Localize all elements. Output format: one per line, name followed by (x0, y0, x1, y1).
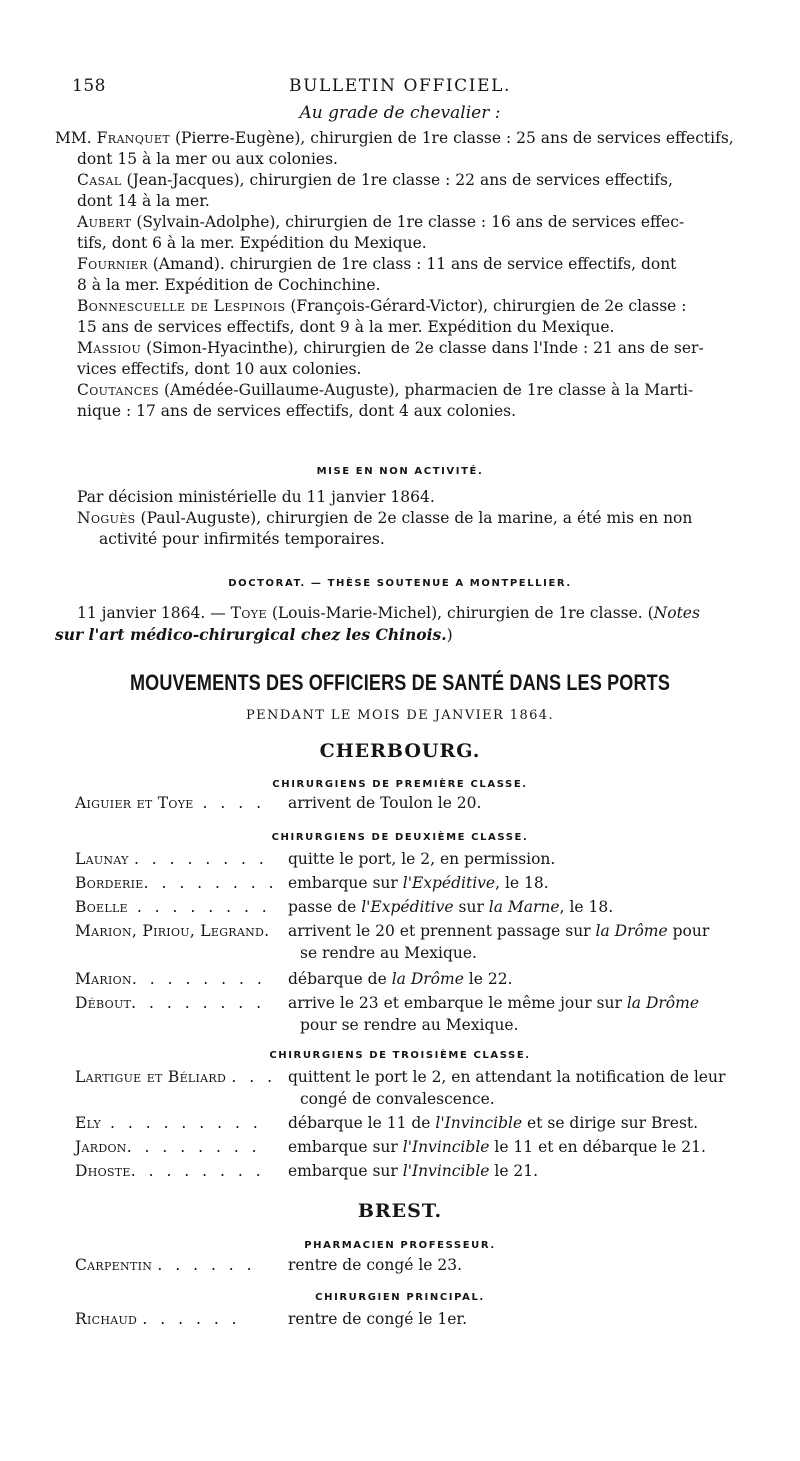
entry-continuation: 15 ans de services effectifs, dont 9 à la mer. Expédition du Mexique. (77, 318, 615, 336)
entry-lead: MM. (55, 129, 92, 147)
officer-names: Launay . . . . . . . . (75, 850, 268, 868)
port-heading-cherbourg: CHERBOURG. (319, 740, 481, 762)
chevalier-entry (55, 170, 760, 191)
entry-line: (Paul-Auguste), chirurgien de 2e classe de la marine, a été mis en non (135, 509, 693, 527)
movement-text: débarque de la Drôme le 22. (288, 970, 513, 988)
movement-text: embarque sur l'Invincible le 11 et en débarque le 21. (288, 1138, 706, 1156)
non-activite-entry (55, 508, 760, 529)
officer-names: Boelle . . . . . . . . (75, 898, 271, 916)
movement-text: quitte le port, le 2, en permission. (288, 850, 556, 868)
entry-continuation: nique : 17 ans de services effectifs, dont 4 aux colonies. (77, 402, 516, 420)
port-heading-brest: BREST. (357, 1200, 443, 1222)
entry-name: Fournier (77, 255, 148, 273)
officer-names: Dhoste. . . . . . . . (75, 1162, 265, 1180)
doctorat-rest: (Louis-Marie-Michel), chirurgien de 1re classe. ( (266, 604, 654, 622)
movement-text: rentre de congé le 1er. (288, 1310, 468, 1328)
chevalier-entry (55, 212, 760, 233)
movement-text: embarque sur l'Expéditive, le 18. (288, 874, 549, 892)
journal-title: BULLETIN OFFICIEL. (288, 76, 511, 96)
non-activite-continuation: activité pour infirmités temporaires. (99, 530, 385, 548)
movement-text: arrivent de Toulon le 20. (288, 794, 482, 812)
officer-names: Lartigue et Béliard . . . (75, 1068, 277, 1086)
chevalier-list (55, 128, 760, 422)
entry-name: Franquet (96, 129, 171, 147)
rank-heading: CHIRURGIENS DE TROISIÈME CLASSE. (269, 1050, 531, 1061)
chevalier-entry (55, 254, 760, 275)
thesis-title: Notes (653, 604, 700, 622)
doctorat-close: ) (446, 626, 453, 644)
officer-names: Richaud . . . . . . (75, 1310, 241, 1328)
officer-names: Marion. . . . . . . . (75, 970, 266, 988)
entry-line1: (Simon-Hyacinthe), chirurgien de 2e classe dans l'Inde : 21 ans de ser- (141, 339, 704, 357)
officer-names: Borderie. . . . . . . . (75, 874, 278, 892)
page-number: 158 (72, 76, 106, 96)
officer-names: Débout. . . . . . . . (75, 994, 266, 1012)
doctorat-block (55, 603, 760, 646)
entry-line1: (Amand). chirurgien de 1re class : 11 ans de service effectifs, dont (147, 255, 677, 273)
mouvements-title: MOUVEMENTS DES OFFICIERS DE SANTÉ DANS LES PORTS (129, 670, 671, 695)
entry-line1: (Amédée-Guillaume-Auguste), pharmacien de 1re classe à la Marti- (159, 381, 694, 399)
thesis-title: sur l'art médico-chirurgical chez les Chinois. (55, 625, 447, 644)
movement-continuation: congé de convalescence. (300, 1090, 495, 1108)
entry-name: Coutances (77, 381, 160, 399)
movement-text: débarque le 11 de l'Invincible et se dirige sur Brest. (288, 1114, 699, 1132)
mouvements-period: PENDANT LE MOIS DE JANVIER 1864. (246, 708, 554, 723)
officer-names: Aiguier et Toye . . . . (75, 794, 266, 812)
entry-name: Bonnescuelle de Lespinois (77, 297, 286, 315)
officer-names: Jardon. . . . . . . . (75, 1138, 261, 1156)
chevalier-heading: Au grade de chevalier : (299, 103, 501, 123)
chevalier-entry (55, 296, 760, 317)
entry-continuation: dont 15 à la mer ou aux colonies. (77, 150, 338, 168)
entry-continuation: tifs, dont 6 à la mer. Expédition du Mexique. (77, 234, 427, 252)
entry-continuation: vices effectifs, dont 10 aux colonies. (77, 360, 362, 378)
doctorat-date: 11 janvier 1864. — (77, 604, 231, 622)
entry-line1: (Pierre-Eugène), chirurgien de 1re classe : 25 ans de services effectifs, (170, 129, 734, 147)
entry-name: Massiou (77, 339, 142, 357)
entry-continuation: dont 14 à la mer. (77, 192, 210, 210)
entry-name: Toye (230, 604, 267, 622)
non-activite-line: Par décision ministérielle du 11 janvier 1864. (77, 488, 435, 506)
non-activite-heading: MISE EN NON ACTIVITÉ. (316, 466, 484, 477)
entry-name: Aubert (77, 213, 132, 231)
entry-name: Casal (77, 171, 122, 189)
movement-text: embarque sur l'Invincible le 21. (288, 1162, 539, 1180)
rank-heading: CHIRURGIENS DE PREMIÈRE CLASSE. (272, 779, 528, 790)
movement-text: rentre de congé le 23. (288, 1256, 463, 1274)
entry-continuation: 8 à la mer. Expédition de Cochinchine. (77, 276, 381, 294)
chevalier-entry (55, 128, 760, 149)
movement-continuation: pour se rendre au Mexique. (300, 1016, 519, 1034)
entry-line1: (Sylvain-Adolphe), chirurgien de 1re classe : 16 ans de services effec- (131, 213, 685, 231)
movement-text: arrivent le 20 et prennent passage sur la Drôme pour (288, 922, 710, 940)
officer-names: Marion, Piriou, Legrand. (75, 922, 274, 940)
entry-line1: (Jean-Jacques), chirurgien de 1re classe : 22 ans de services effectifs, (121, 171, 673, 189)
chevalier-entry (55, 380, 760, 401)
doctorat-heading: DOCTORAT. — THÈSE SOUTENUE A MONTPELLIER. (228, 578, 572, 589)
movement-text: quittent le port le 2, en attendant la notification de leur (288, 1068, 726, 1086)
movement-text: passe de l'Expéditive sur la Marne, le 18. (288, 898, 614, 916)
officer-names: Ely . . . . . . . . . (75, 1114, 262, 1132)
movement-continuation: se rendre au Mexique. (300, 944, 477, 962)
rank-heading: PHARMACIEN PROFESSEUR. (304, 1240, 496, 1251)
rank-heading: CHIRURGIENS DE DEUXIÈME CLASSE. (271, 832, 529, 843)
doctorat-continuation (55, 624, 760, 646)
movement-text: arrive le 23 et embarque le même jour sur la Drôme (288, 994, 699, 1012)
rank-heading: CHIRURGIEN PRINCIPAL. (315, 1292, 485, 1303)
doctorat-entry (55, 603, 760, 624)
chevalier-entry (55, 338, 760, 359)
officer-names: Carpentin . . . . . . (75, 1256, 256, 1274)
entry-name: Noguès (77, 509, 136, 527)
non-activite-block (55, 487, 760, 550)
entry-line1: (François-Gérard-Victor), chirurgien de 2e classe : (285, 297, 687, 315)
